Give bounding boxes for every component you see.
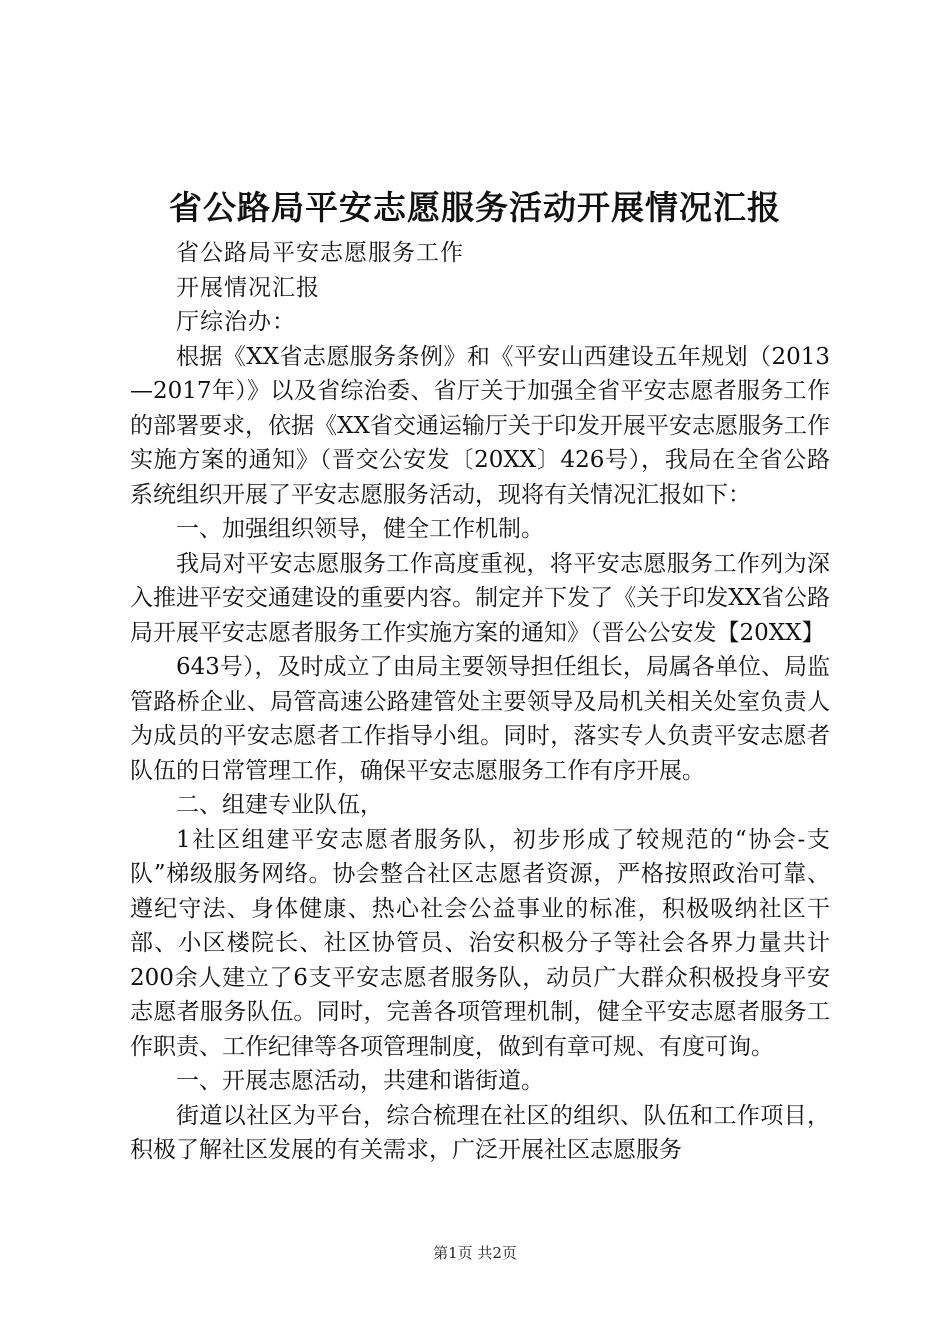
section-heading-3: 一、开展志愿活动，共建和谐街道。	[176, 1068, 544, 1094]
subtitle-line-2: 开展情况汇报	[176, 274, 320, 301]
page-footer: 第1页 共2页	[433, 1244, 517, 1262]
subtitle-line-1: 省公路局平安志愿服务工作	[176, 240, 464, 266]
paragraph-2: 643号），及时成立了由局主要领导担任组长，局属各单位、局监管路桥企业、局管高速公路建管处主要领导及局机关相关处室负责人为成员的平安志愿者工作指导小组。同时，落实专人负责平安志愿者队伍的日常管理工作，确保平安志愿服务工作有序开展。	[130, 654, 830, 784]
document-title: 省公路局平安志愿服务活动开展情况汇报	[169, 188, 781, 227]
section-heading-2: 二、组建专业队伍，	[176, 792, 383, 818]
section-heading-1: 一、加强组织领导，健全工作机制。	[176, 516, 544, 542]
paragraph-intro: 根据《XX省志愿服务条例》和《平安山西建设五年规划（2013—2017年）》以及省综治委、省厅关于加强全省平安志愿者服务工作的部署要求，依据《XX省交通运输厅关于印发开展平安志愿服务工作实施方案的通知》（晋交公安发〔20XX〕426号），我局在全省公路系统组织开展了平安志愿服务活动，现将有关情况汇报如下：	[130, 343, 830, 508]
paragraph-4: 街道以社区为平台，综合梳理在社区的组织、队伍和工作项目，积极了解社区发展的有关需求，广泛开展社区志愿服务	[130, 1102, 830, 1163]
paragraph-3: 1社区组建平安志愿者服务队，初步形成了较规范的“协会-支队”梯级服务网络。协会整合社区志愿者资源，严格按照政治可靠、遵纪守法、身体健康、热心社会公益事业的标准，积极吸纳社区干部、小区楼院长、社区协管员、治安积极分子等社会各界力量共计200余人建立了6支平安志愿者服务队，动员广大群众积极投身平安志愿者服务队伍。同时，完善各项管理机制，健全平安志愿者服务工作职责、工作纪律等各项管理制度，做到有章可规、有度可询。	[130, 826, 830, 1060]
salutation: 厅综治办：	[176, 309, 296, 335]
paragraph-1: 我局对平安志愿服务工作高度重视，将平安志愿服务工作列为深入推进平安交通建设的重要内容。制定并下发了《关于印发XX省公路局开展平安志愿者服务工作实施方案的通知》（晋公公安发【20XX】	[130, 550, 830, 646]
document-body	[130, 236, 830, 1168]
